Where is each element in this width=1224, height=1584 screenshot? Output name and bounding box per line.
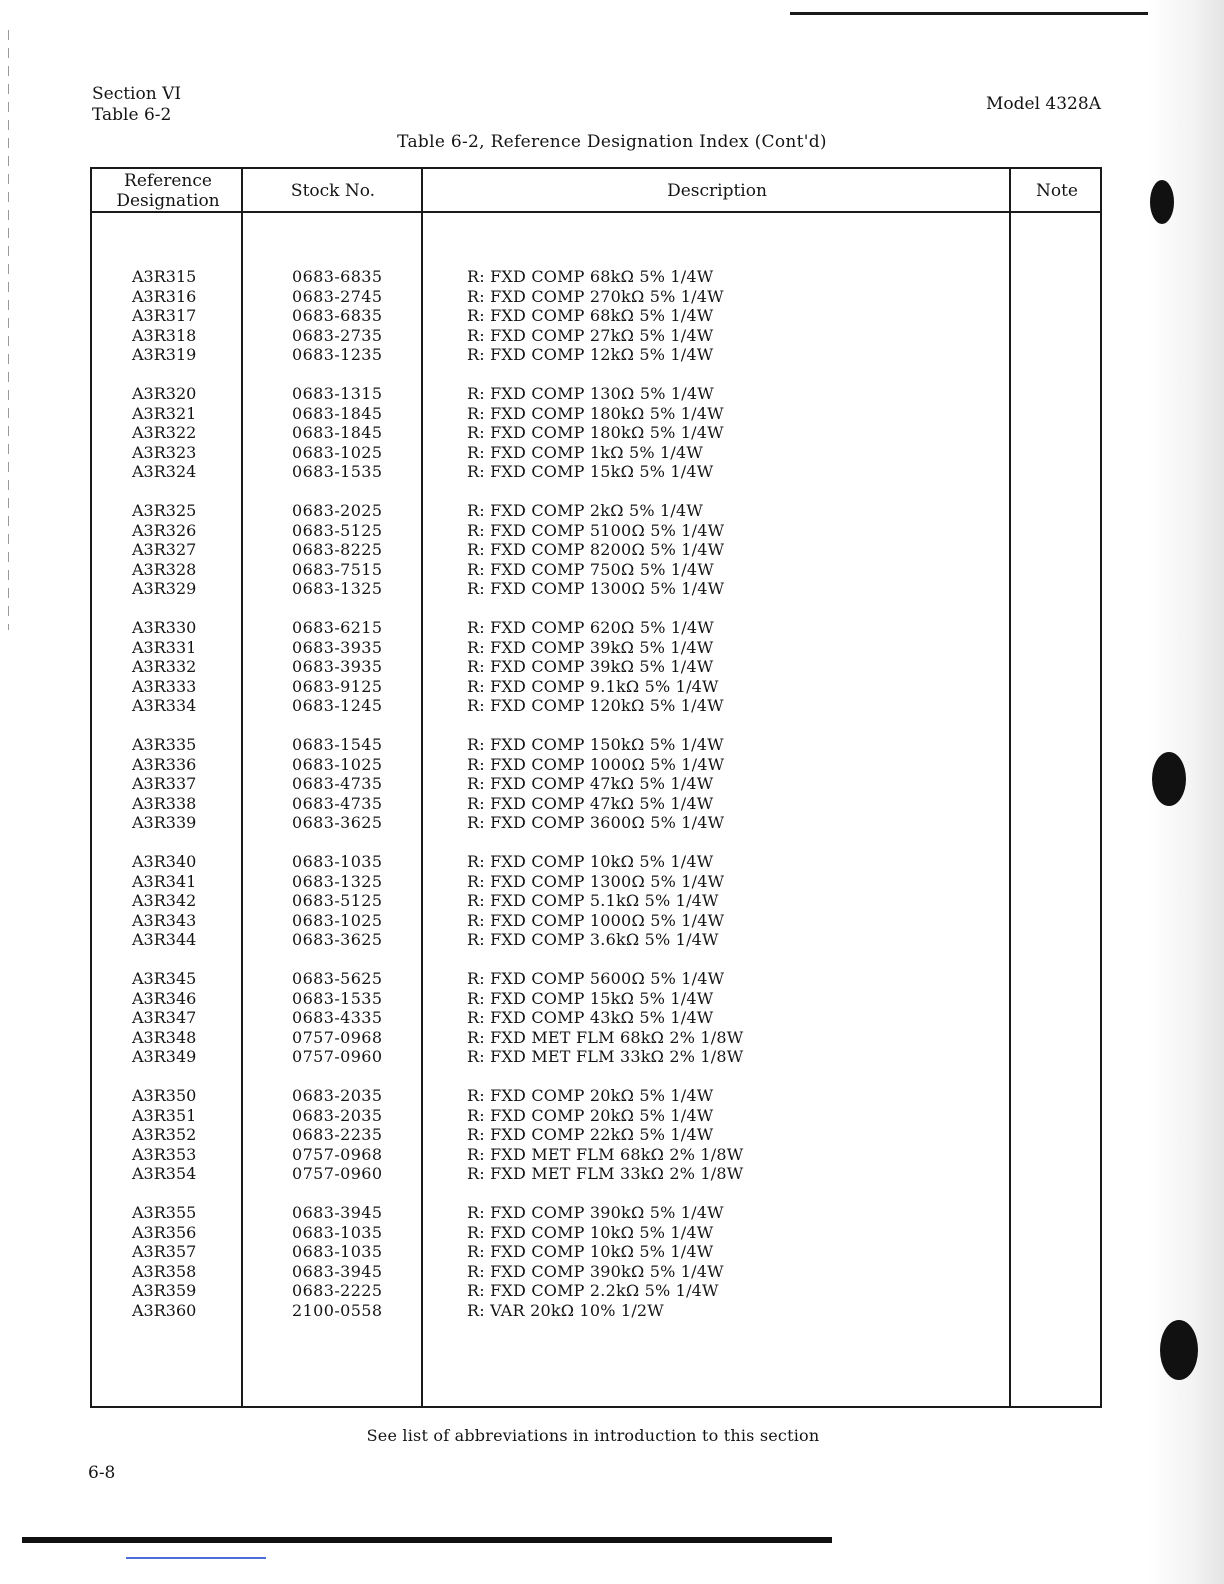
reference-designation-cell: A3R333	[132, 676, 197, 696]
reference-designation-cell: A3R328	[132, 559, 197, 579]
stock-number-cell: 0683-1325	[292, 871, 383, 891]
description-cell: R: FXD COMP 5100Ω 5% 1/4W	[467, 520, 725, 540]
table-row	[0, 872, 1224, 892]
stock-number-cell: 0683-3945	[292, 1203, 383, 1222]
table-row	[0, 1145, 1224, 1165]
stock-number-cell: 0683-1315	[292, 384, 383, 403]
reference-designation-cell: A3R318	[132, 325, 197, 345]
table-row	[0, 1301, 1224, 1321]
model-label: Model 4328A	[986, 94, 1101, 114]
description-cell: R: FXD COMP 180kΩ 5% 1/4W	[467, 403, 724, 423]
description-cell: R: FXD COMP 27kΩ 5% 1/4W	[467, 325, 714, 345]
reference-designation-cell: A3R340	[132, 852, 197, 871]
table-row	[0, 657, 1224, 677]
table-row	[0, 1242, 1224, 1262]
description-cell: R: FXD COMP 130Ω 5% 1/4W	[467, 384, 714, 403]
table-row	[0, 891, 1224, 911]
stock-number-cell: 0683-4735	[292, 774, 383, 793]
table-row	[0, 755, 1224, 775]
description-cell: R: FXD MET FLM 68kΩ 2% 1/8W	[467, 1027, 744, 1047]
reference-designation-cell: A3R354	[132, 1164, 197, 1183]
description-cell: R: FXD COMP 120kΩ 5% 1/4W	[467, 696, 724, 715]
description-cell: R: FXD COMP 9.1kΩ 5% 1/4W	[467, 676, 719, 696]
table-row	[0, 540, 1224, 560]
description-cell: R: FXD COMP 1000Ω 5% 1/4W	[467, 910, 725, 930]
stock-number-cell: 0683-1025	[292, 442, 383, 462]
table-row	[0, 1223, 1224, 1243]
description-cell: R: FXD COMP 39kΩ 5% 1/4W	[467, 657, 714, 676]
stock-number-cell: 0683-1035	[292, 1222, 383, 1242]
description-cell: R: FXD COMP 68kΩ 5% 1/4W	[467, 306, 714, 325]
reference-designation-cell: A3R338	[132, 793, 197, 813]
reference-designation-cell: A3R344	[132, 930, 197, 949]
reference-designation-cell: A3R357	[132, 1242, 197, 1261]
stock-number-cell: 0683-3935	[292, 657, 383, 676]
table-row	[0, 774, 1224, 794]
stock-number-cell: 0683-1325	[292, 579, 383, 598]
description-cell: R: FXD COMP 3600Ω 5% 1/4W	[467, 813, 725, 832]
stock-number-cell: 0683-1845	[292, 403, 383, 423]
table-row	[0, 443, 1224, 463]
scan-bottom-rule	[22, 1537, 832, 1543]
stock-number-cell: 0683-1545	[292, 735, 383, 754]
description-cell: R: FXD COMP 1300Ω 5% 1/4W	[467, 871, 725, 891]
table-row	[0, 326, 1224, 346]
section-label: Section VI	[92, 84, 182, 104]
table-row	[0, 1086, 1224, 1106]
description-cell: R: FXD COMP 22kΩ 5% 1/4W	[467, 1125, 714, 1144]
stock-number-cell: 2100-0558	[292, 1300, 383, 1320]
description-cell: R: FXD COMP 10kΩ 5% 1/4W	[467, 1242, 714, 1261]
table-row	[0, 579, 1224, 599]
description-cell: R: FXD COMP 20kΩ 5% 1/4W	[467, 1086, 714, 1105]
reference-designation-cell: A3R332	[132, 657, 197, 676]
reference-designation-cell: A3R342	[132, 891, 197, 910]
reference-designation-cell: A3R345	[132, 969, 197, 988]
reference-designation-cell: A3R331	[132, 637, 197, 657]
column-header-reference-line2: Designation	[116, 191, 220, 211]
table-row	[0, 1028, 1224, 1048]
reference-designation-cell: A3R351	[132, 1105, 197, 1125]
reference-designation-cell: A3R326	[132, 520, 197, 540]
reference-designation-cell: A3R334	[132, 696, 197, 715]
reference-designation-cell: A3R325	[132, 501, 197, 520]
reference-designation-cell: A3R321	[132, 403, 197, 423]
table-row	[0, 930, 1224, 950]
reference-designation-cell: A3R317	[132, 306, 197, 325]
punch-hole-bottom	[1160, 1320, 1198, 1380]
table-row	[0, 852, 1224, 872]
table-row	[0, 1164, 1224, 1184]
table-title: Table 6-2, Reference Designation Index (Cont'd)	[397, 132, 827, 152]
stock-number-cell: 0683-1235	[292, 345, 383, 364]
column-header-note: Note	[1035, 181, 1078, 201]
stock-number-cell: 0683-4735	[292, 793, 383, 813]
table-row	[0, 1262, 1224, 1282]
reference-designation-cell: A3R341	[132, 871, 197, 891]
stock-number-cell: 0683-6835	[292, 306, 383, 325]
table-row	[0, 1106, 1224, 1126]
stock-number-cell: 0683-3935	[292, 637, 383, 657]
table-row	[0, 1281, 1224, 1301]
description-cell: R: FXD COMP 1000Ω 5% 1/4W	[467, 754, 725, 774]
reference-designation-cell: A3R350	[132, 1086, 197, 1105]
description-cell: R: FXD COMP 47kΩ 5% 1/4W	[467, 793, 714, 813]
column-header-stock: Stock No.	[290, 181, 376, 201]
stock-number-cell: 0683-1035	[292, 852, 383, 871]
column-header-description: Description	[667, 181, 767, 201]
description-cell: R: FXD MET FLM 68kΩ 2% 1/8W	[467, 1144, 744, 1164]
stock-number-cell: 0683-4335	[292, 1008, 383, 1027]
description-cell: R: FXD COMP 2.2kΩ 5% 1/4W	[467, 1281, 719, 1300]
description-cell: R: FXD COMP 20kΩ 5% 1/4W	[467, 1105, 714, 1125]
reference-designation-cell: A3R355	[132, 1203, 197, 1222]
stock-number-cell: 0683-6215	[292, 618, 383, 637]
description-cell: R: FXD COMP 12kΩ 5% 1/4W	[467, 345, 714, 364]
header-rule	[92, 211, 1100, 213]
table-row	[0, 423, 1224, 443]
table-row	[0, 287, 1224, 307]
description-cell: R: FXD COMP 5.1kΩ 5% 1/4W	[467, 891, 719, 910]
table-row	[0, 696, 1224, 716]
description-cell: R: FXD COMP 39kΩ 5% 1/4W	[467, 637, 714, 657]
table-row	[0, 267, 1224, 287]
table-row	[0, 384, 1224, 404]
stock-number-cell: 0757-0968	[292, 1144, 383, 1164]
stock-number-cell: 0683-2745	[292, 286, 383, 306]
table-row	[0, 345, 1224, 365]
description-cell: R: FXD COMP 10kΩ 5% 1/4W	[467, 1222, 714, 1242]
table-row	[0, 521, 1224, 541]
reference-designation-cell: A3R346	[132, 988, 197, 1008]
description-cell: R: FXD COMP 15kΩ 5% 1/4W	[467, 988, 714, 1008]
reference-designation-cell: A3R358	[132, 1261, 197, 1281]
table-row	[0, 404, 1224, 424]
reference-designation-cell: A3R359	[132, 1281, 197, 1300]
reference-designation-cell: A3R329	[132, 579, 197, 598]
stock-number-cell: 0757-0960	[292, 1047, 383, 1066]
description-cell: R: FXD COMP 150kΩ 5% 1/4W	[467, 735, 724, 754]
table-row	[0, 989, 1224, 1009]
reference-designation-cell: A3R336	[132, 754, 197, 774]
table-row	[0, 1047, 1224, 1067]
reference-designation-cell: A3R353	[132, 1144, 197, 1164]
stock-number-cell: 0683-1245	[292, 696, 383, 715]
stock-number-cell: 0683-6835	[292, 267, 383, 286]
stock-number-cell: 0683-3625	[292, 813, 383, 832]
stock-number-cell: 0683-2735	[292, 325, 383, 345]
column-header-reference	[94, 171, 242, 211]
page-number: 6-8	[88, 1463, 116, 1483]
description-cell: R: VAR 20kΩ 10% 1/2W	[467, 1300, 664, 1320]
stock-number-cell: 0683-3945	[292, 1261, 383, 1281]
stock-number-cell: 0683-1845	[292, 423, 383, 442]
scan-bottom-blue-line	[126, 1557, 266, 1559]
stock-number-cell: 0683-2235	[292, 1125, 383, 1144]
description-cell: R: FXD MET FLM 33kΩ 2% 1/8W	[467, 1164, 744, 1183]
description-cell: R: FXD COMP 2kΩ 5% 1/4W	[467, 501, 704, 520]
punch-hole-top	[1150, 180, 1174, 224]
stock-number-cell: 0683-9125	[292, 676, 383, 696]
abbreviations-note: See list of abbreviations in introduction to this section	[366, 1426, 820, 1445]
reference-designation-cell: A3R360	[132, 1300, 197, 1320]
stock-number-cell: 0683-1035	[292, 1242, 383, 1261]
table-reference: Table 6-2	[92, 105, 172, 125]
description-cell: R: FXD COMP 270kΩ 5% 1/4W	[467, 286, 724, 306]
column-header-reference-line1: Reference	[124, 171, 212, 191]
stock-number-cell: 0683-1535	[292, 462, 383, 481]
table-row	[0, 677, 1224, 697]
stock-number-cell: 0683-2035	[292, 1105, 383, 1125]
description-cell: R: FXD COMP 10kΩ 5% 1/4W	[467, 852, 714, 871]
stock-number-cell: 0683-7515	[292, 559, 383, 579]
page-header-left	[92, 84, 181, 126]
table-row	[0, 813, 1224, 833]
description-cell: R: FXD COMP 3.6kΩ 5% 1/4W	[467, 930, 719, 949]
reference-designation-cell: A3R323	[132, 442, 197, 462]
table-row	[0, 735, 1224, 755]
table-row	[0, 638, 1224, 658]
reference-designation-cell: A3R337	[132, 774, 197, 793]
description-cell: R: FXD COMP 68kΩ 5% 1/4W	[467, 267, 714, 286]
reference-designation-cell: A3R347	[132, 1008, 197, 1027]
description-cell: R: FXD COMP 620Ω 5% 1/4W	[467, 618, 714, 637]
description-cell: R: FXD COMP 390kΩ 5% 1/4W	[467, 1203, 724, 1222]
stock-number-cell: 0683-5125	[292, 520, 383, 540]
stock-number-cell: 0683-8225	[292, 540, 383, 559]
table-row	[0, 1008, 1224, 1028]
table-row	[0, 969, 1224, 989]
description-cell: R: FXD COMP 1300Ω 5% 1/4W	[467, 579, 725, 598]
reference-designation-cell: A3R327	[132, 540, 197, 559]
description-cell: R: FXD COMP 750Ω 5% 1/4W	[467, 559, 714, 579]
table-row	[0, 911, 1224, 931]
reference-designation-cell: A3R349	[132, 1047, 197, 1066]
reference-designation-cell: A3R339	[132, 813, 197, 832]
stock-number-cell: 0757-0968	[292, 1027, 383, 1047]
reference-designation-cell: A3R324	[132, 462, 197, 481]
table-row	[0, 1203, 1224, 1223]
description-cell: R: FXD MET FLM 33kΩ 2% 1/8W	[467, 1047, 744, 1066]
table-row	[0, 501, 1224, 521]
reference-designation-cell: A3R315	[132, 267, 197, 286]
reference-designation-cell: A3R348	[132, 1027, 197, 1047]
scan-top-rule	[790, 12, 1160, 15]
reference-designation-cell: A3R352	[132, 1125, 197, 1144]
table-row	[0, 306, 1224, 326]
reference-designation-cell: A3R320	[132, 384, 197, 403]
table-row	[0, 794, 1224, 814]
reference-designation-cell: A3R335	[132, 735, 197, 754]
table-row	[0, 1125, 1224, 1145]
description-cell: R: FXD COMP 390kΩ 5% 1/4W	[467, 1261, 724, 1281]
stock-number-cell: 0683-2025	[292, 501, 383, 520]
table-body	[0, 267, 1224, 1320]
reference-designation-cell: A3R319	[132, 345, 197, 364]
table-row	[0, 560, 1224, 580]
stock-number-cell: 0757-0960	[292, 1164, 383, 1183]
stock-number-cell: 0683-2035	[292, 1086, 383, 1105]
stock-number-cell: 0683-1025	[292, 910, 383, 930]
description-cell: R: FXD COMP 8200Ω 5% 1/4W	[467, 540, 725, 559]
stock-number-cell: 0683-3625	[292, 930, 383, 949]
reference-designation-cell: A3R343	[132, 910, 197, 930]
table-row	[0, 618, 1224, 638]
stock-number-cell: 0683-5625	[292, 969, 383, 988]
reference-designation-cell: A3R316	[132, 286, 197, 306]
description-cell: R: FXD COMP 15kΩ 5% 1/4W	[467, 462, 714, 481]
stock-number-cell: 0683-2225	[292, 1281, 383, 1300]
stock-number-cell: 0683-5125	[292, 891, 383, 910]
stock-number-cell: 0683-1025	[292, 754, 383, 774]
reference-designation-cell: A3R356	[132, 1222, 197, 1242]
reference-designation-cell: A3R322	[132, 423, 197, 442]
description-cell: R: FXD COMP 43kΩ 5% 1/4W	[467, 1008, 714, 1027]
stock-number-cell: 0683-1535	[292, 988, 383, 1008]
table-row	[0, 462, 1224, 482]
description-cell: R: FXD COMP 180kΩ 5% 1/4W	[467, 423, 724, 442]
description-cell: R: FXD COMP 1kΩ 5% 1/4W	[467, 442, 704, 462]
reference-designation-cell: A3R330	[132, 618, 197, 637]
description-cell: R: FXD COMP 5600Ω 5% 1/4W	[467, 969, 725, 988]
description-cell: R: FXD COMP 47kΩ 5% 1/4W	[467, 774, 714, 793]
